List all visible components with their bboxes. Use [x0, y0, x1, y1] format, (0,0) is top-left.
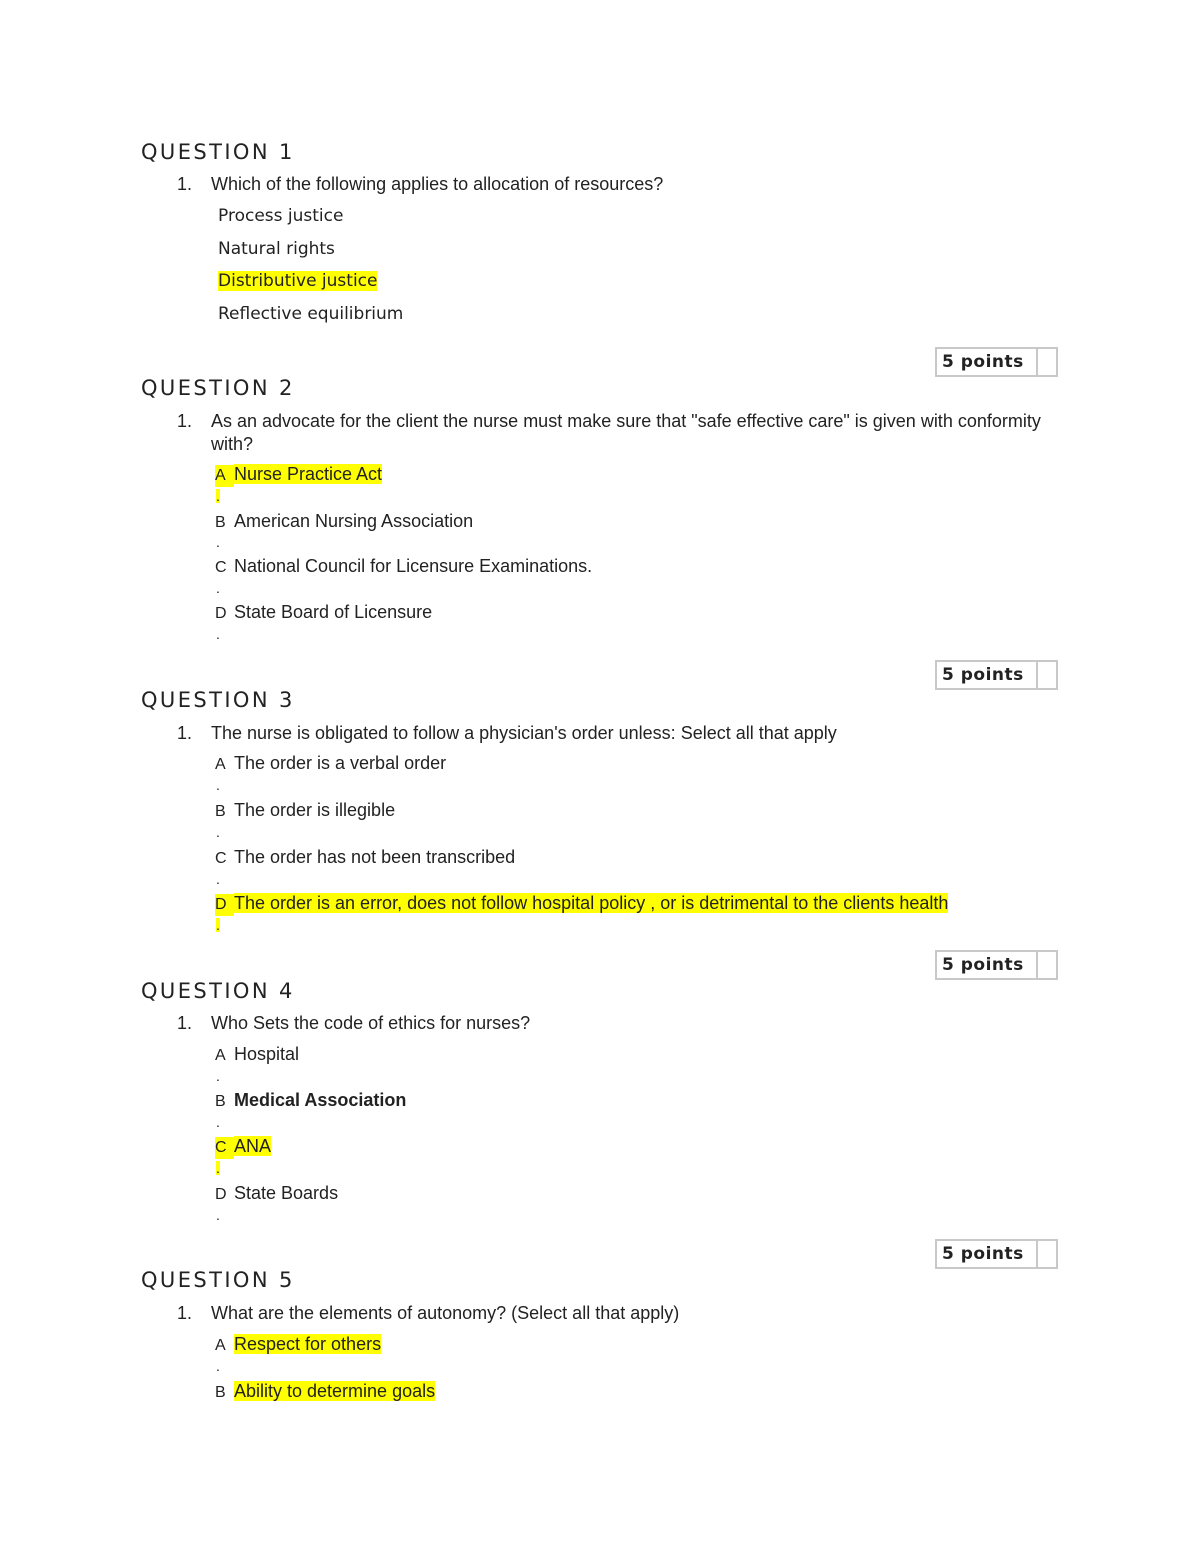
question-4-option-c[interactable]	[215, 1135, 271, 1159]
option-text: National Council for Licensure Examinations.	[234, 556, 593, 576]
option-letter: B	[215, 1384, 226, 1401]
question-3-option-d[interactable]	[215, 892, 948, 916]
option-text: Respect for others	[234, 1334, 382, 1354]
question-3-option-a[interactable]	[215, 752, 446, 776]
question-2-points-box	[935, 660, 1058, 690]
points-score-cell	[1038, 1241, 1056, 1267]
option-letter: A	[215, 1047, 226, 1064]
points-score-cell	[1038, 952, 1056, 978]
question-4-points-box	[935, 1239, 1058, 1269]
option-text: The order has not been transcribed	[234, 847, 516, 867]
option-letter: C	[215, 559, 227, 576]
option-dot: .	[216, 1358, 220, 1374]
question-5-text: What are the elements of autonomy? (Select all that apply)	[211, 1303, 680, 1323]
option-dot: .	[216, 777, 220, 793]
question-4-number: 1.	[177, 1013, 193, 1033]
question-2-number: 1.	[177, 411, 193, 431]
question-4-option-d[interactable]	[215, 1182, 338, 1206]
question-2-option-c[interactable]	[215, 555, 592, 579]
question-4-text: Who Sets the code of ethics for nurses?	[211, 1013, 531, 1033]
question-4-option-a[interactable]	[215, 1043, 299, 1067]
option-letter: B	[215, 803, 226, 820]
option-dot: .	[216, 488, 220, 504]
option-dot: .	[216, 824, 220, 840]
option-text: Ability to determine goals	[234, 1381, 436, 1401]
option-text: Medical Association	[234, 1090, 407, 1110]
question-2-text: As an advocate for the client the nurse must make sure that "safe effective care" is given with conformity with?	[211, 411, 1041, 454]
question-3-option-b[interactable]	[215, 799, 395, 823]
points-score-cell	[1038, 349, 1056, 375]
question-2-option-a[interactable]	[215, 463, 382, 487]
option-text: The order is a verbal order	[234, 753, 447, 773]
question-1-points-box	[935, 347, 1058, 377]
question-2-option-d[interactable]	[215, 601, 432, 625]
question-1-number: 1.	[177, 174, 193, 194]
question-5-option-a[interactable]	[215, 1333, 381, 1357]
option-letter: A	[215, 756, 226, 773]
option-dot: .	[216, 580, 220, 596]
points-score-cell	[1038, 662, 1056, 688]
option-dot: .	[216, 917, 220, 933]
points-label: 5 points	[937, 952, 1038, 978]
option-text: Hospital	[234, 1044, 300, 1064]
question-4-option-b[interactable]	[215, 1089, 406, 1113]
question-3-text: The nurse is obligated to follow a physician's order unless: Select all that apply	[211, 723, 837, 743]
option-letter: A	[215, 465, 234, 487]
option-dot: .	[216, 1114, 220, 1130]
question-1-option-3-highlighted[interactable]: Distributive justice	[218, 271, 378, 291]
question-1-option-4[interactable]: Reflective equilibrium	[218, 304, 404, 324]
question-3-number: 1.	[177, 723, 193, 743]
question-1-text: Which of the following applies to allocation of resources?	[211, 174, 664, 194]
option-letter: D	[215, 605, 227, 622]
question-3-heading: QUESTION 3	[141, 688, 295, 712]
option-letter: C	[215, 1137, 234, 1159]
option-text: Nurse Practice Act	[234, 464, 383, 484]
option-dot: .	[216, 534, 220, 550]
question-4-heading: QUESTION 4	[141, 979, 295, 1003]
question-5-heading: QUESTION 5	[141, 1268, 295, 1292]
question-5-number: 1.	[177, 1303, 193, 1323]
question-2-heading: QUESTION 2	[141, 376, 295, 400]
points-label: 5 points	[937, 662, 1038, 688]
option-letter: B	[215, 1093, 226, 1110]
option-text: State Boards	[234, 1183, 339, 1203]
option-dot: .	[216, 626, 220, 642]
option-letter: A	[215, 1337, 226, 1354]
option-dot: .	[216, 1068, 220, 1084]
option-dot: .	[216, 1207, 220, 1223]
option-dot: .	[216, 1160, 220, 1176]
points-label: 5 points	[937, 349, 1038, 375]
option-text: State Board of Licensure	[234, 602, 433, 622]
option-letter: D	[215, 894, 234, 916]
question-2-option-b[interactable]	[215, 510, 473, 534]
points-label: 5 points	[937, 1241, 1038, 1267]
option-text: ANA	[234, 1136, 272, 1156]
option-letter: C	[215, 850, 227, 867]
question-1-heading: QUESTION 1	[141, 140, 295, 164]
question-1-option-2[interactable]: Natural rights	[218, 239, 335, 259]
option-text: The order is illegible	[234, 800, 396, 820]
option-dot: .	[216, 871, 220, 887]
question-1-option-1[interactable]: Process justice	[218, 206, 344, 226]
question-3-option-c[interactable]	[215, 846, 515, 870]
question-5-option-b[interactable]	[215, 1380, 435, 1404]
option-text: American Nursing Association	[234, 511, 474, 531]
option-letter: D	[215, 1186, 227, 1203]
option-text: The order is an error, does not follow hospital policy , or is detrimental to the clients health	[234, 893, 949, 913]
option-letter: B	[215, 514, 226, 531]
question-3-points-box	[935, 950, 1058, 980]
